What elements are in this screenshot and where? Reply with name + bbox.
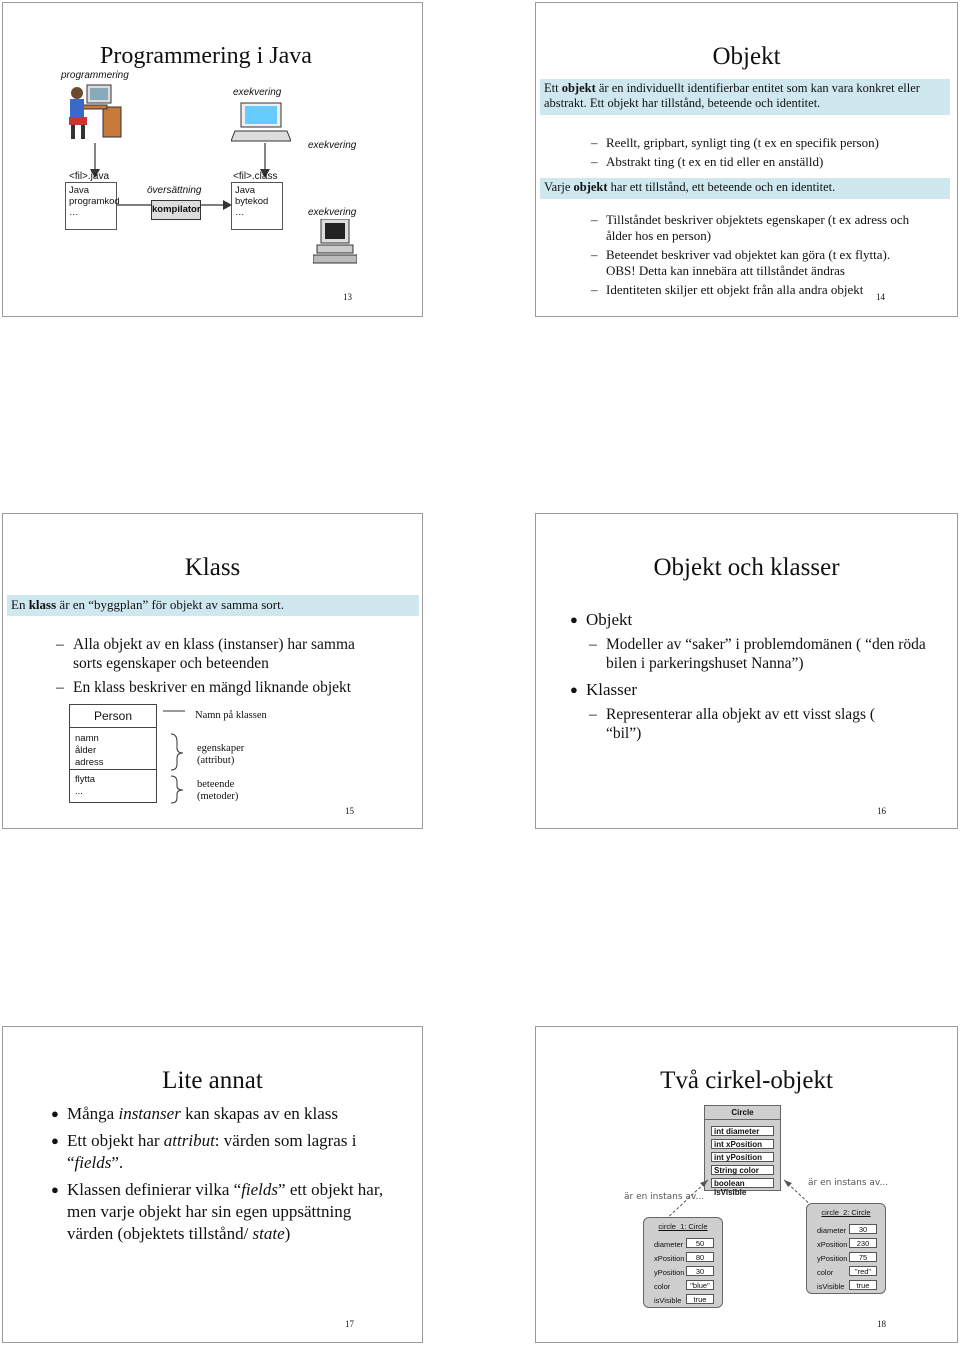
object-name: circle_2: Circle — [821, 1208, 871, 1217]
instance-of-label-right: är en instans av... — [808, 1178, 889, 1188]
field-value: true — [686, 1294, 714, 1304]
object-name: circle_1: Circle — [658, 1222, 708, 1231]
dash-item: – Abstrakt ting (t ex en tid eller en anställd) — [591, 154, 824, 169]
laptop-clipart-icon — [231, 101, 291, 143]
field-name: diameter — [817, 1226, 847, 1235]
slide-18 — [535, 1026, 958, 1343]
slide-15 — [2, 513, 423, 829]
field-name: xPosition — [817, 1240, 848, 1249]
page-number: 18 — [877, 1319, 886, 1329]
field-name: isVisible — [654, 1296, 682, 1305]
doc-line: Java — [235, 185, 256, 196]
field-name: isVisible — [817, 1282, 845, 1291]
definition-band — [7, 595, 419, 616]
page-number: 13 — [343, 292, 352, 302]
bullet-item: ● Många instanser kan skapas av en klass — [51, 1104, 339, 1123]
field-name: color — [654, 1282, 671, 1291]
dash-text: En klass beskriver en mängd liknande objekt — [73, 679, 352, 696]
slide-title: Objekt och klasser — [653, 554, 840, 581]
doc-line: bytekod — [235, 196, 269, 207]
field-name: yPosition — [817, 1254, 848, 1263]
bullet-item: ● Ett objekt har attribut: värden som lagras i “fields”. — [51, 1131, 357, 1172]
dash-item: – En klass beskriver en mängd liknande objekt — [56, 679, 352, 696]
page-number: 14 — [876, 292, 885, 302]
slide-title: Två cirkel-objekt — [660, 1067, 833, 1094]
slide-16 — [535, 513, 958, 829]
band-bold-term: klass — [28, 597, 57, 612]
dash-item: – Modeller av “saker” i problemdomänen ( “den röda bilen i parkeringshuset Nanna”) — [589, 636, 926, 672]
uml-methods — [75, 774, 95, 798]
field-value: 80 — [686, 1252, 714, 1262]
field-value: 75 — [849, 1252, 877, 1262]
dash-item: – Alla objekt av en klass (instanser) har samma sorts egenskaper och beteenden — [56, 636, 355, 672]
slide-title: Programmering i Java — [100, 43, 312, 69]
doc-line: Java — [69, 185, 90, 196]
label-methods — [197, 779, 238, 803]
dash-text: Modeller av “saker” i problemdomänen ( “den röda bilen i parkeringshuset Nanna”) — [606, 636, 926, 672]
band-text: är en “byggplan” för objekt av samma sort. — [56, 597, 284, 612]
slide-title: Objekt — [712, 43, 781, 70]
band-text: En — [11, 597, 29, 612]
page-number: 17 — [345, 1319, 354, 1329]
object-circle-2 — [806, 1203, 886, 1294]
bullet-text: Ett objekt har — [67, 1131, 164, 1150]
dash-item: – Tillståndet beskriver objektets egenskaper (t ex adress och ålder hos en person) — [591, 212, 910, 243]
field-name: diameter — [654, 1240, 684, 1249]
field-value: 50 — [686, 1238, 714, 1248]
bullet-text: kan skapas av en klass — [180, 1104, 339, 1123]
field-value: 30 — [849, 1224, 877, 1234]
field-value: true — [849, 1280, 877, 1290]
label-line: (metoder) — [197, 791, 239, 802]
label-fil-class: <fil>.class — [233, 171, 278, 182]
slide-title: Lite annat — [162, 1067, 263, 1094]
slide-13 — [2, 2, 423, 317]
attribute: ålder — [75, 745, 97, 756]
java-source-document — [65, 182, 120, 230]
bullet-item: ● Objekt — [570, 610, 633, 629]
dash-text: Abstrakt ting (t ex en tid eller en anställd) — [606, 154, 824, 169]
bullet-text: : värden som lagras i “ — [67, 1131, 357, 1172]
bytecode-document — [231, 182, 283, 230]
label-line: beteende — [197, 779, 235, 790]
dash-text: Identiteten skiljer ett objekt från alla andra objekt — [606, 282, 864, 297]
dash-item: – Identiteten skiljer ett objekt från alla andra objekt — [591, 282, 864, 297]
bullet-text: ”. — [111, 1153, 124, 1172]
field-value: 230 — [849, 1238, 877, 1248]
label-exekvering: exekvering — [233, 87, 282, 98]
bullet-italic: state — [252, 1224, 285, 1243]
band-text: Ett — [544, 81, 562, 95]
label-attributes — [197, 743, 244, 767]
class-field: int yPosition — [711, 1152, 774, 1162]
field-value: "blue" — [686, 1280, 714, 1290]
label-exekvering-3: exekvering — [308, 207, 357, 218]
class-name: Circle — [731, 1108, 754, 1117]
bullet-item: ● Klassen definierar vilka “fields” ett objekt har, men varje objekt har sin egen uppsättning värden (objektets tillstånd/ state) — [51, 1180, 384, 1243]
page-number: 16 — [877, 806, 886, 816]
doc-line: … — [235, 207, 245, 218]
class-field: boolean isVisible — [711, 1178, 774, 1188]
label-line: egenskaper — [197, 743, 245, 754]
bullet-text: Klasser — [586, 680, 637, 699]
dash-text: Representerar alla objekt av ett visst slags ( “bil”) — [606, 706, 876, 742]
field-name: color — [817, 1268, 834, 1277]
dash-item: – Reellt, gripbart, synligt ting (t ex en specifik person) — [591, 135, 879, 150]
programmer-clipart-icon — [63, 81, 125, 143]
attribute: namn — [75, 733, 99, 744]
instance-of-label-left: är en instans av... — [624, 1192, 705, 1202]
band-bold-term: objekt — [573, 180, 608, 194]
band-text: har ett tillstånd, ett beteende och en identitet. — [607, 180, 836, 194]
field-name: xPosition — [654, 1254, 685, 1263]
dash-text: Beteendet beskriver vad objektet kan göra (t ex flytta). OBS! Detta kan innebära att tillståndet ändras — [606, 247, 891, 278]
dash-text: Tillståndet beskriver objektets egenskaper (t ex adress och ålder hos en person) — [606, 212, 910, 243]
dash-text: Reellt, gripbart, synligt ting (t ex en specifik person) — [606, 135, 879, 150]
bullet-italic: fields — [241, 1180, 279, 1199]
bullet-italic: attribut — [163, 1131, 215, 1150]
band-text: är en individuellt identifierbar entitet som kan vara konkret eller abstrakt. Ett objekt har tillstånd, beteende och identitet. — [544, 81, 920, 110]
label-exekvering-2: exekvering — [308, 140, 357, 151]
label-fil-java: <fil>.java — [69, 171, 110, 182]
bullet-text: Objekt — [586, 610, 633, 629]
method: flytta — [75, 774, 96, 785]
band-text: Varje — [544, 180, 574, 194]
dash-item: – Representerar alla objekt av ett visst slags ( “bil”) — [589, 706, 876, 742]
uml-attributes — [75, 733, 104, 769]
uml-class-name: Person — [93, 709, 133, 723]
page-number: 15 — [345, 806, 354, 816]
compiler-box: kompilator — [151, 200, 201, 220]
brace-icons — [163, 706, 193, 806]
uml-class-person — [69, 704, 157, 803]
bullet-text: Klassen definierar vilka “ — [67, 1180, 242, 1199]
slide-17 — [2, 1026, 423, 1343]
bullet-text: ” ett objekt har, men varje objekt har sin egen uppsättning värden (objektets tillstånd/ — [67, 1180, 384, 1243]
bullet-item: ● Klasser — [570, 680, 637, 699]
bullet-italic: instanser — [118, 1104, 181, 1123]
doc-line: programkod — [69, 196, 120, 207]
slide-14 — [535, 2, 958, 317]
field-name: yPosition — [654, 1268, 685, 1277]
definition-band — [540, 79, 950, 115]
label-class-name: Namn på klassen — [195, 710, 267, 721]
bullet-italic: fields — [74, 1153, 112, 1172]
band-bold-term: objekt — [561, 81, 596, 95]
bullet-text: ) — [284, 1224, 291, 1243]
label-programmering: programmering — [61, 70, 129, 81]
dash-text: Alla objekt av en klass (instanser) har samma sorts egenskaper och beteenden — [73, 636, 355, 672]
attribute: adress — [75, 757, 104, 768]
class-field: String color — [711, 1165, 774, 1175]
computer-clipart-icon — [313, 219, 357, 265]
class-field: int diameter — [711, 1126, 774, 1136]
bullet-text: Många — [67, 1104, 119, 1123]
method: ... — [75, 786, 83, 797]
field-value: 30 — [686, 1266, 714, 1276]
object-circle-1 — [643, 1217, 723, 1308]
label-oversattning: översättning — [147, 185, 202, 196]
class-field: int xPosition — [711, 1139, 774, 1149]
label-line: (attribut) — [197, 755, 235, 766]
doc-line: … — [69, 207, 79, 218]
definition-band-2 — [540, 178, 950, 199]
field-value: "red" — [849, 1266, 877, 1276]
dash-item: – Beteendet beskriver vad objektet kan göra (t ex flytta). OBS! Detta kan innebära att tillståndet ändras — [591, 247, 891, 278]
slide-title: Klass — [184, 554, 241, 581]
